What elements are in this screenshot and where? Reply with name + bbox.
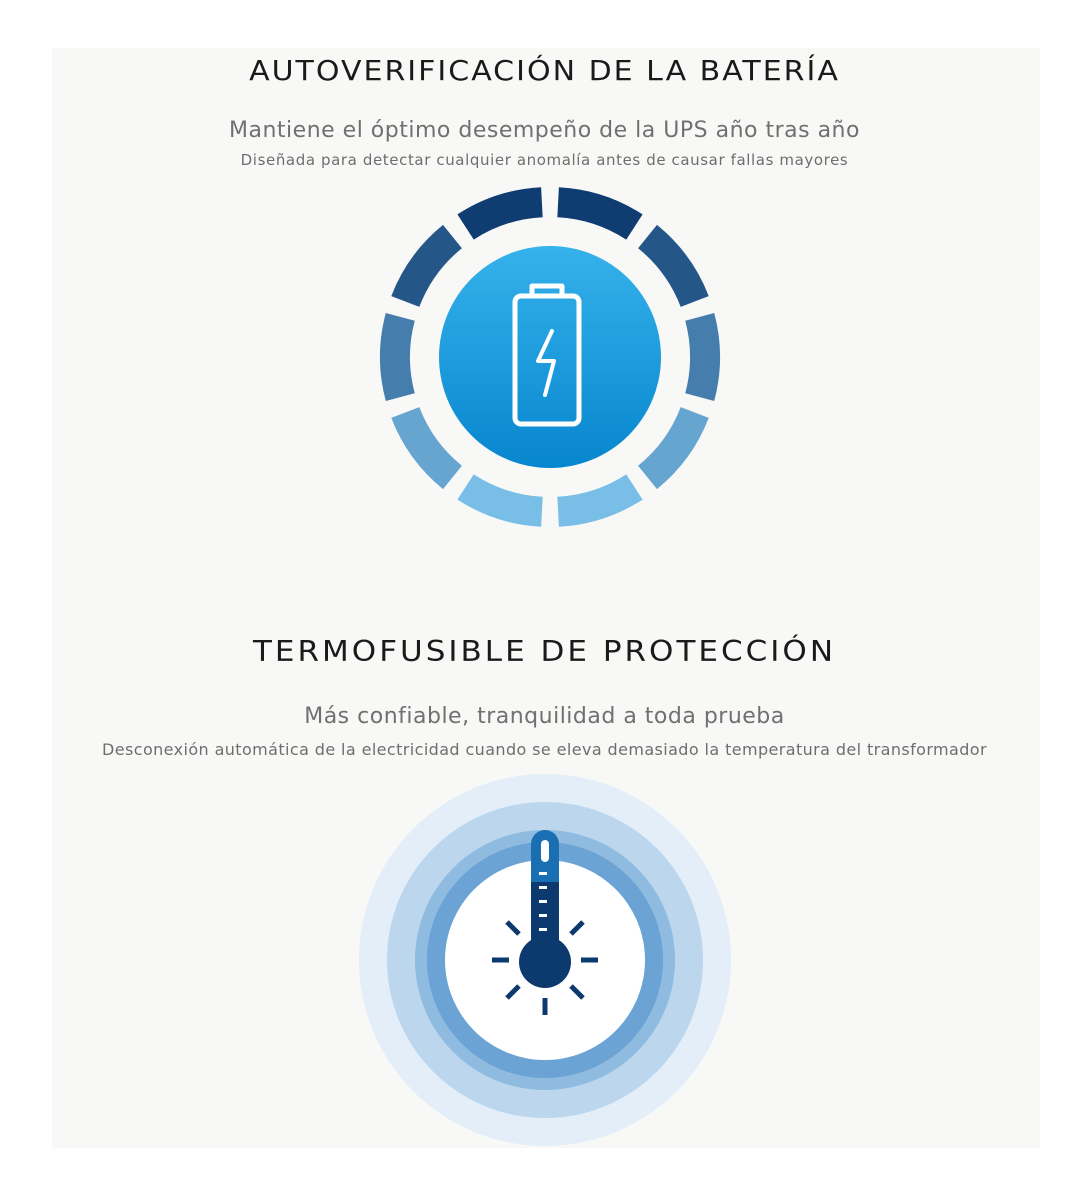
thermometer-icon <box>355 772 735 1152</box>
ring-segment <box>685 313 720 401</box>
ring-segment <box>557 474 642 526</box>
thermal-section-subtitle: Más confiable, tranquilidad a toda prueba <box>304 704 785 729</box>
battery-center-circle <box>439 246 661 468</box>
ring-segment <box>638 225 709 307</box>
ring-segment <box>638 407 709 489</box>
battery-charge-icon <box>375 182 725 532</box>
ring-segment <box>457 187 542 239</box>
battery-section-subtitle: Mantiene el óptimo desempeño de la UPS año tras año <box>229 118 860 143</box>
ring-segment <box>380 313 415 401</box>
ring-segment <box>391 407 462 489</box>
thermal-section-description: Desconexión automática de la electricidad cuando se eleva demasiado la temperatura del transformador <box>102 740 987 759</box>
battery-section-title: AUTOVERIFICACIÓN DE LA BATERÍA <box>249 55 840 88</box>
thermal-section-title: TERMOFUSIBLE DE PROTECCIÓN <box>252 635 837 669</box>
ring-segment <box>391 225 462 307</box>
ring-segment <box>457 474 542 526</box>
ring-segment <box>557 187 642 239</box>
battery-section-description: Diseñada para detectar cualquier anomalía antes de causar fallas mayores <box>240 151 849 169</box>
